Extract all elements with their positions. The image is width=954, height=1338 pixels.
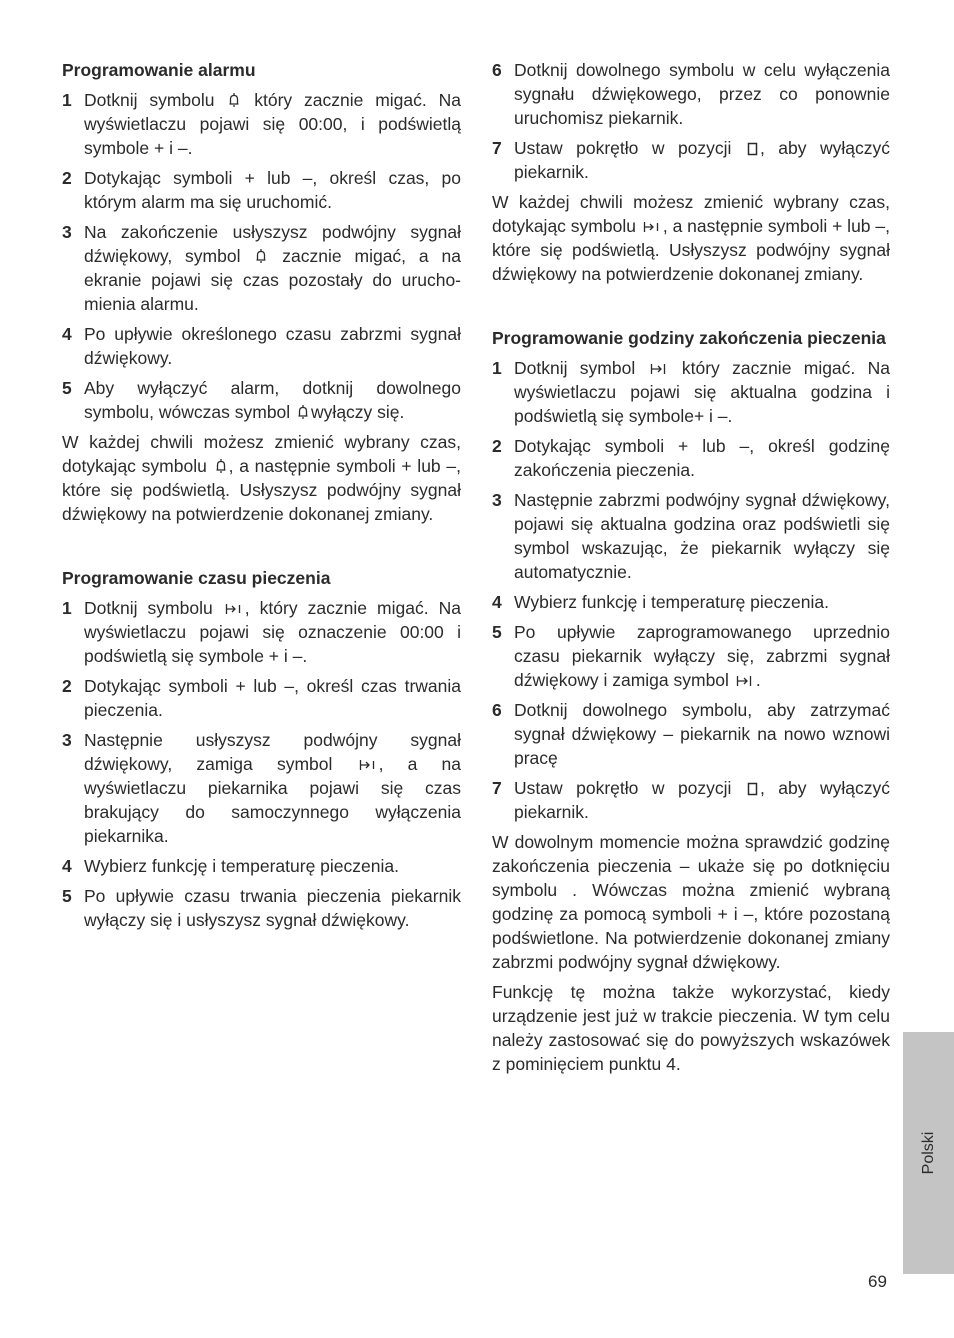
list-item: 7 Ustaw pokrętło w pozycji , aby wyłączyć piekarnik. <box>492 138 890 182</box>
bell-icon <box>255 248 267 264</box>
duration-heading: Programowanie czasu pieczenia <box>62 568 331 588</box>
list-item: 5 Aby wyłączyć alarm, dotknij dowolnego symbolu, wówczas symbol wyłączy się. <box>62 378 461 422</box>
end-time-icon <box>736 674 754 688</box>
cooking-time-icon <box>225 602 243 616</box>
language-label: Polski <box>919 1131 937 1175</box>
list-item: 2 Dotykając symboli + lub –, określ czas, po którym alarm ma się uruchomić. <box>62 168 461 212</box>
right-column <box>492 58 890 1082</box>
end-time-icon <box>650 362 668 376</box>
bell-icon <box>297 404 309 420</box>
list-item: 2 Dotykając symboli + lub –, określ godzinę zakończenia pieczenia. <box>492 436 890 480</box>
list-item: 3 Następnie zabrzmi podwójny sygnał dźwiękowy, pojawi się aktualna godzina oraz podświetli się symbol wskazując, że piekarnik wyłączy się automatycznie. <box>492 490 890 582</box>
left-column <box>62 58 461 938</box>
list-item: 2 Dotykając symboli + lub –, określ czas trwania pieczenia. <box>62 676 461 720</box>
language-tab <box>903 1032 954 1274</box>
list-item: 1 Dotknij symbol który zacznie migać. Na wyświetlaczu pojawi się aktualna godzina i podświetlą się symbole+ i –. <box>492 358 890 426</box>
list-item: 3 Następnie usłyszysz podwójny sygnał dźwiękowy, zamiga symbol , a na wyświetlaczu piekarnika pojawi się czas brakujący do samoczynnego wyłączenia piekarnika. <box>62 730 461 846</box>
list-item: 5 Po upływie zaprogramowanego uprzednio czasu piekarnik wyłączy się, zabrzmi sygnał dźwiękowy i zamiga symbol . <box>492 622 890 690</box>
end-time-note-2: Funkcję tę można także wykorzystać, kiedy urządzenie jest już w trakcie pieczenia. W tym celu należy zastosować się do powyższych wskazówek z pominięciem punktu 4. <box>492 982 890 1074</box>
end-time-note: W dowolnym momencie można sprawdzić godzinę zakończenia pieczenia – ukaże się po dotknięciu symbolu . Wówczas można zmienić wybraną godzinę za pomocą symboli + i –, które pozostaną podświetlone. Na potwierdzenie dokonanej zmiany zabrzmi podwójny sygnał dźwiękowy. <box>492 832 890 972</box>
alarm-heading: Programowanie alarmu <box>62 60 256 80</box>
list-item: 6 Dotknij dowolnego symbolu, aby zatrzymać sygnał dźwiękowy – piekarnik na nowo wznowi pracę <box>492 700 890 768</box>
end-time-heading: Programowanie godziny zakończenia pieczenia <box>492 328 886 348</box>
duration-note: W każdej chwili możesz zmienić wybrany czas, dotykając symbolu , a następnie symboli + lub –, które się podświetlą. Usłyszysz podwójny sygnał dźwiękowy na potwierdzenie dokonanej zmiany. <box>492 192 890 284</box>
list-item: 4 Wybierz funkcję i temperaturę pieczenia. <box>492 592 829 612</box>
off-position-icon <box>747 782 758 796</box>
list-item: 4 Po upływie określonego czasu zabrzmi sygnał dźwiękowy. <box>62 324 461 368</box>
off-position-icon <box>747 142 758 156</box>
bell-icon <box>215 458 227 474</box>
list-item: 7 Ustaw pokrętło w pozycji , aby wyłączyć piekarnik. <box>492 778 890 822</box>
list-item: 4 Wybierz funkcję i temperaturę pieczenia. <box>62 856 399 876</box>
cooking-time-icon <box>359 758 377 772</box>
list-item: 3 Na zakończenie usłyszysz podwójny sygnał dźwiękowy, symbol zacznie migać, a na ekranie pojawi się czas pozostały do urucho-mienia alarmu. <box>62 222 461 314</box>
list-item: 1 Dotknij symbolu który zacznie migać. Na wyświetlaczu pojawi się 00:00, i podświetlą symbole + i –. <box>62 90 461 158</box>
alarm-note: W każdej chwili możesz zmienić wybrany czas, dotykając symbolu , a następnie symboli + lub –, które się podświetlą. Usłyszysz podwójny sygnał dźwiękowy na potwierdzenie dokonanej zmiany. <box>62 432 461 524</box>
list-item: 5 Po upływie czasu trwania pieczenia piekarnik wyłączy się i usłyszysz sygnał dźwiękowy. <box>62 886 461 930</box>
list-item: 6 Dotknij dowolnego symbolu w celu wyłączenia sygnału dźwiękowego, przez co ponownie uruchomisz piekarnik. <box>492 60 890 128</box>
list-item: 1 Dotknij symbolu , który zacznie migać. Na wyświetlaczu pojawi się oznaczenie 00:00 i podświetlą się symbole + i –. <box>62 598 461 666</box>
cooking-time-icon <box>643 220 661 234</box>
page-number: 69 <box>868 1272 887 1291</box>
bell-icon <box>228 92 240 108</box>
